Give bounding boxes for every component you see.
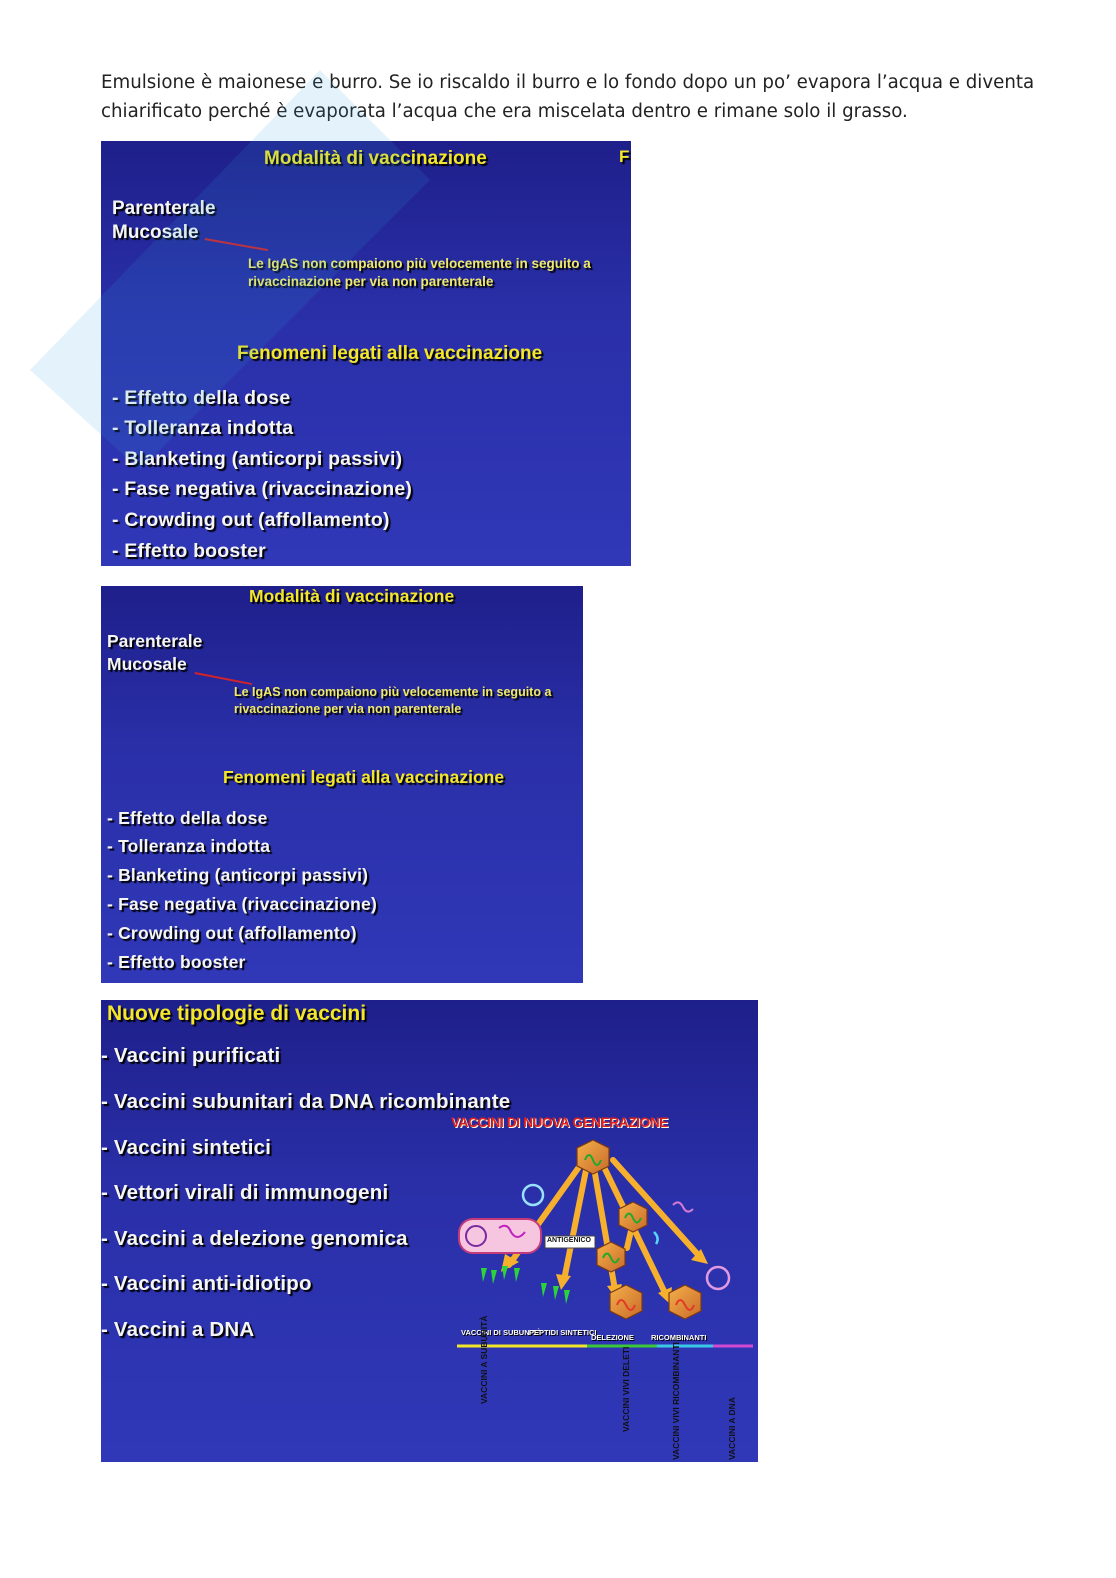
list-item: - Vaccini subunitari da DNA ricombinante [101, 1090, 511, 1113]
diagram-title: VACCINI DI NUOVA GENERAZIONE [451, 1115, 669, 1130]
list-item: - Vaccini sintetici [101, 1136, 272, 1159]
list-item: - Tolleranza indotta [107, 836, 271, 856]
slide-1-connector-line [205, 238, 268, 251]
list-item: - Vaccini a DNA [101, 1318, 255, 1341]
slide-1-mode-mucosale: Mucosale [112, 222, 199, 243]
list-item: - Blanketing (anticorpi passivi) [107, 865, 369, 885]
slide-1-note-line-1: Le IgAS non compaiono più velocemente in seguito a [248, 256, 591, 271]
list-item: - Crowding out (affollamento) [107, 923, 357, 943]
list-item: - Vaccini anti-idiotipo [101, 1272, 312, 1295]
intro-paragraph [101, 68, 1041, 126]
list-item: - Effetto booster [112, 540, 266, 562]
list-item: - Effetto booster [107, 952, 246, 972]
list-item: - Fase negativa (rivaccinazione) [107, 894, 377, 914]
slide-2-mode-parenterale: Parenterale [107, 631, 203, 651]
slide-2-note-line-1: Le IgAS non compaiono più velocemente in seguito a [234, 685, 552, 699]
slide-3 [101, 1000, 758, 1462]
antigen-label: ANTIGENICO [547, 1237, 591, 1244]
slide-2 [101, 586, 583, 983]
virus-particle-icon [597, 1242, 625, 1272]
vertical-label: VACCINI A DNA [727, 1397, 737, 1460]
dna-icon [654, 1232, 658, 1244]
slide-2-connector-line [195, 672, 252, 685]
slide-2-subtitle: Fenomeni legati alla vaccinazione [223, 767, 505, 787]
slide-2-mode-mucosale: Mucosale [107, 654, 187, 674]
category-label: VACCINI DI SUBUNITÀ [461, 1328, 542, 1337]
slide-2-title: Modalità di vaccinazione [249, 586, 455, 606]
list-item: - Blanketing (anticorpi passivi) [112, 448, 403, 470]
slide-2-note-line-2: rivaccinazione per via non parenterale [234, 702, 462, 716]
slide-1 [101, 141, 631, 566]
list-item: - Vettori virali di immunogeni [101, 1181, 389, 1204]
category-label: RICOMBINANTI [651, 1333, 707, 1342]
slide-3-title: Nuove tipologie di vaccini [107, 1002, 367, 1025]
dna-icon [673, 1202, 693, 1211]
virus-particle-icon [619, 1202, 647, 1232]
vaccine-diagram [101, 1000, 758, 1462]
list-item: - Vaccini purificati [101, 1044, 281, 1067]
intro-line-2: chiarificato perché è evaporata l’acqua che era miscelata dentro e rimane solo il grasso. [101, 101, 908, 122]
virus-particle-icon [669, 1285, 701, 1319]
category-label: DELEZIONE [591, 1333, 634, 1342]
list-item: - Fase negativa (rivaccinazione) [112, 478, 413, 500]
vertical-label: VACCINI A SUBUNITÀ [479, 1315, 489, 1404]
slide-1-mode-parenterale: Parenterale [112, 198, 216, 219]
antigen-fragments-icon [481, 1266, 570, 1304]
slide-1-note-line-2: rivaccinazione per via non parenterale [248, 274, 494, 289]
list-item: - Effetto della dose [107, 808, 268, 828]
vertical-label: VACCINI VIVI RICOMBINANTI [671, 1342, 681, 1460]
list-item: - Effetto della dose [112, 387, 291, 409]
slide-1-title: Modalità di vaccinazione [264, 148, 487, 169]
list-item: - Tolleranza indotta [112, 417, 294, 439]
virus-particle-icon [577, 1140, 609, 1174]
list-item: - Crowding out (affollamento) [112, 509, 390, 531]
slide-1-subtitle: Fenomeni legati alla vaccinazione [237, 343, 543, 364]
list-item: - Vaccini a delezione genomica [101, 1227, 408, 1250]
category-label: PEPTIDI SINTETICI [529, 1328, 597, 1337]
bacterium-icon [459, 1219, 541, 1253]
slide-1-corner-letter: F [619, 147, 630, 166]
plasmid-icon [707, 1267, 729, 1289]
intro-line-1: Emulsione è maionese e burro. Se io riscaldo il burro e lo fondo dopo un po’ evapora l’acqua e diventa [101, 72, 1035, 93]
vertical-label: VACCINI VIVI DELETI [621, 1346, 631, 1432]
virus-particle-icon [610, 1285, 642, 1319]
plasmid-icon [523, 1185, 543, 1205]
